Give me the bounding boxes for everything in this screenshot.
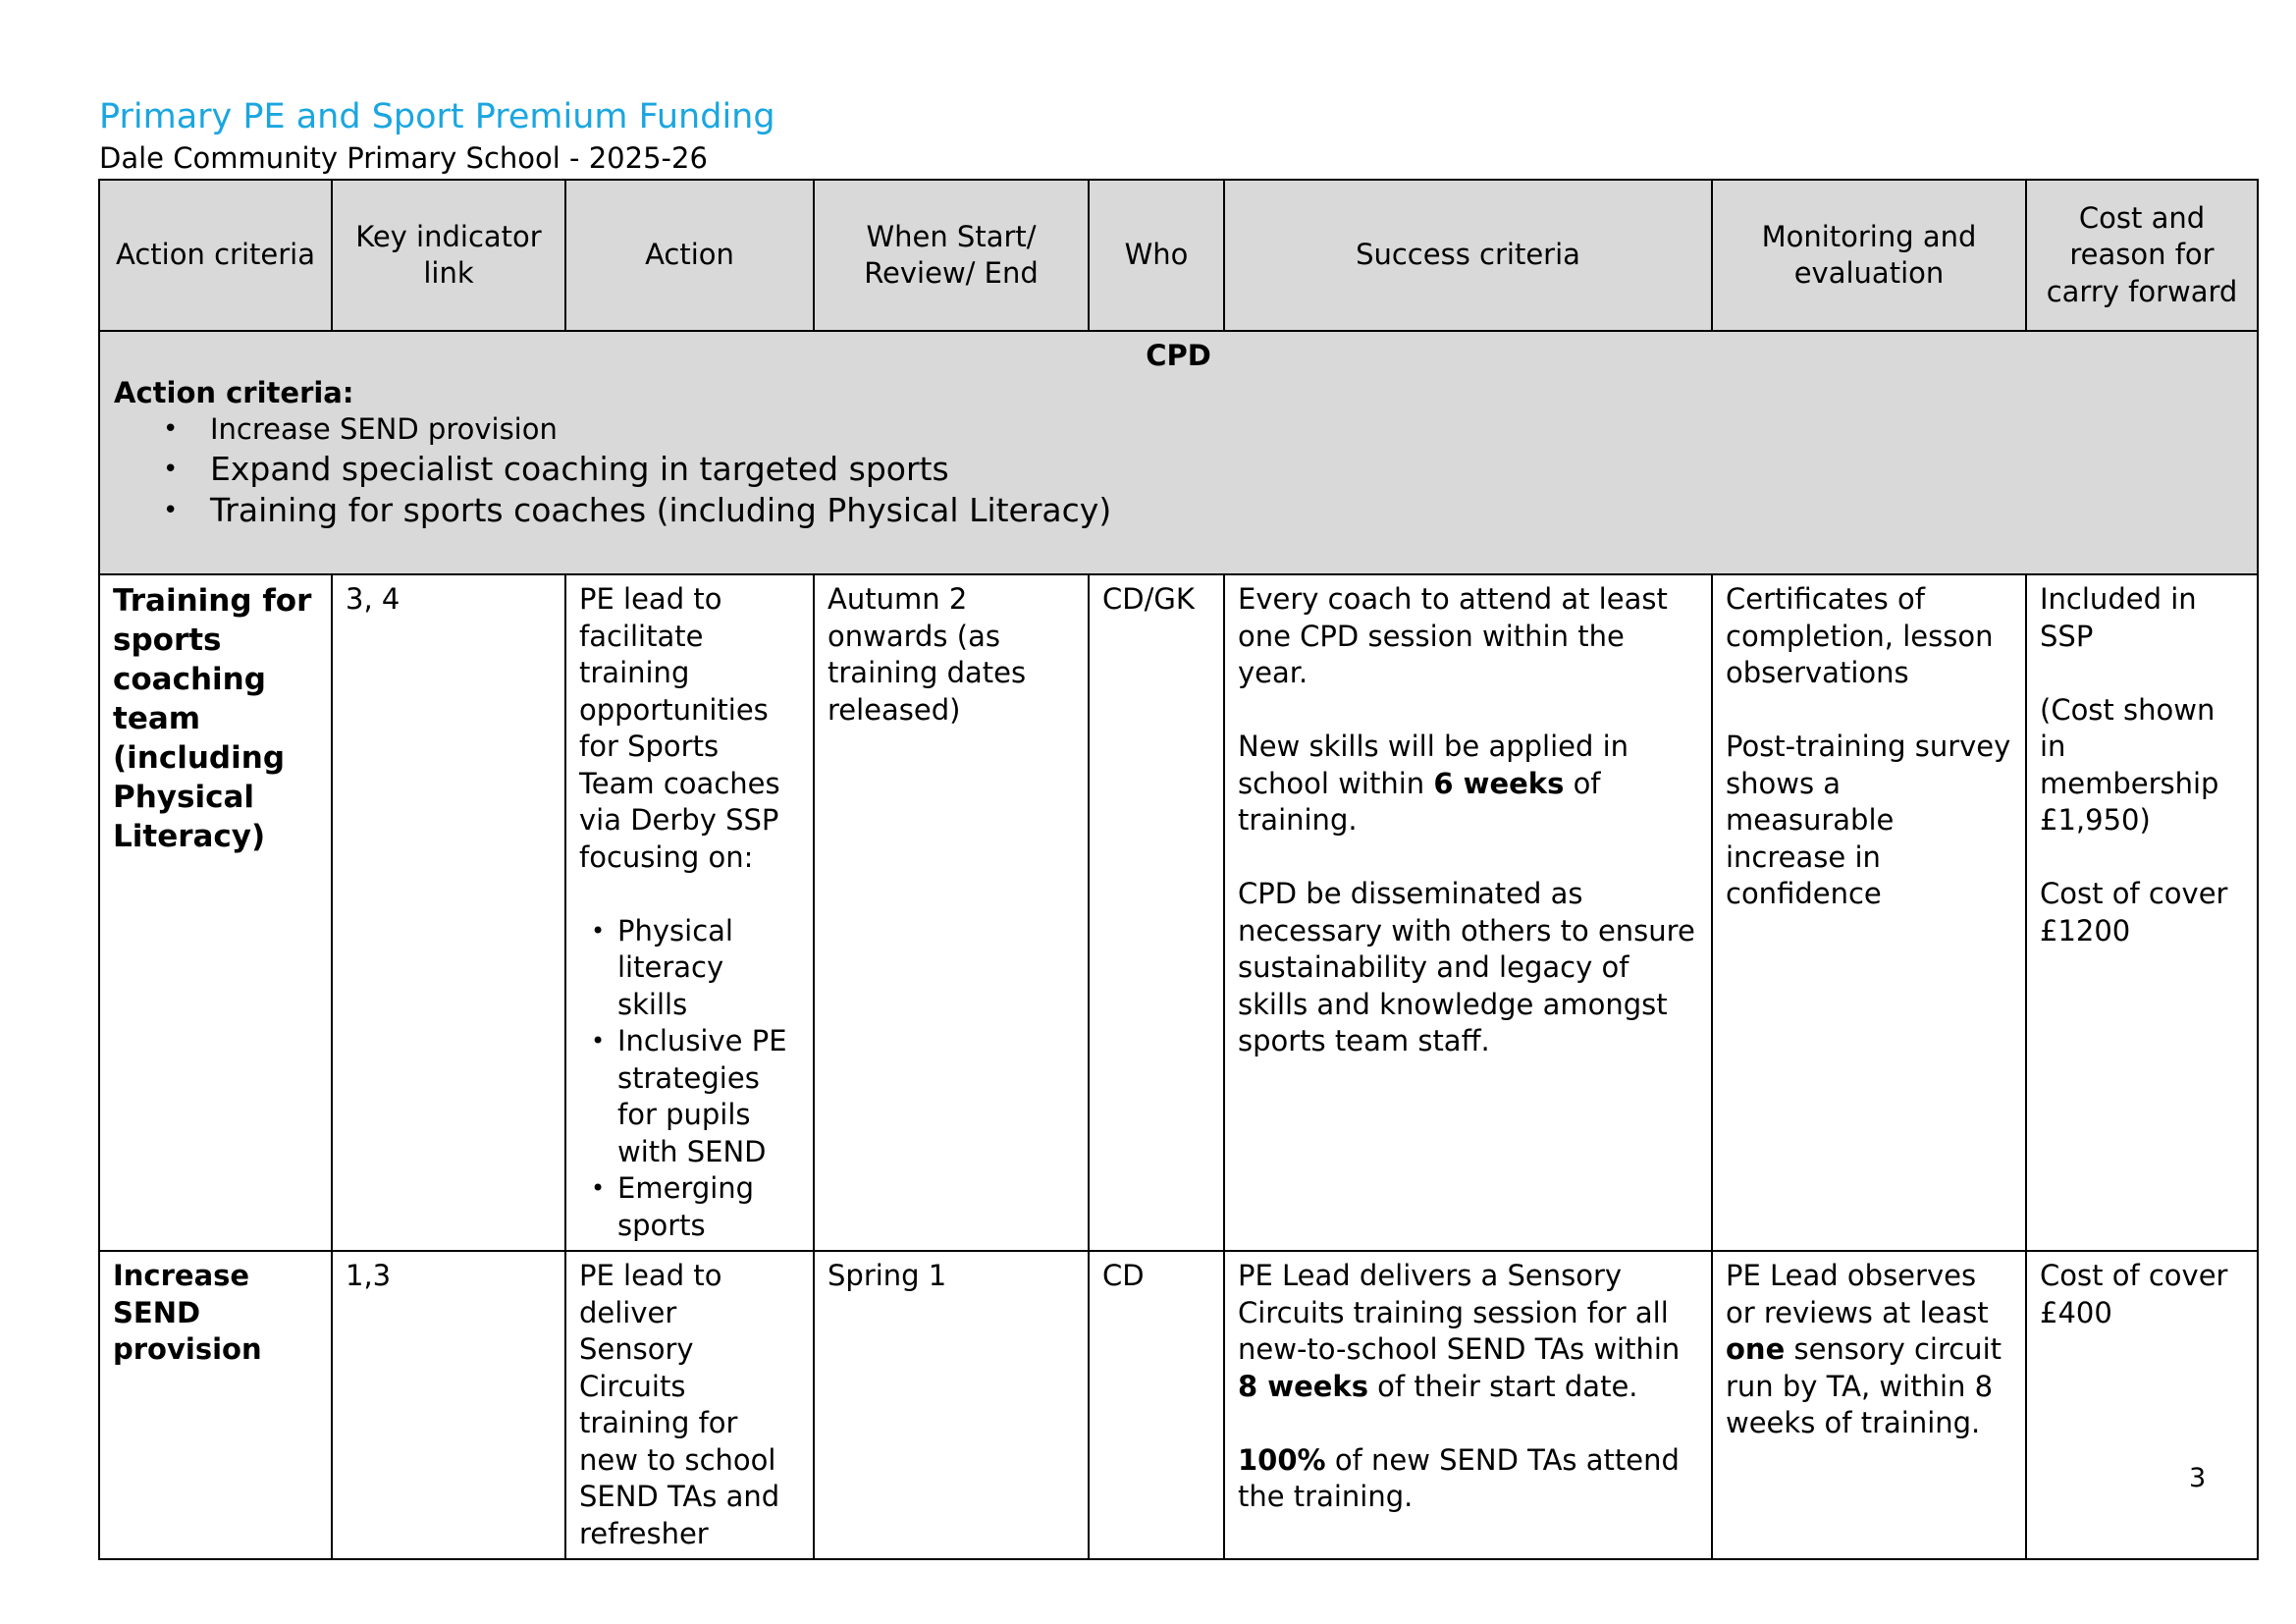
row-who: CD: [1089, 1251, 1224, 1559]
monitoring-text: [1726, 1258, 2012, 1442]
list-item: • Expand specialist coaching in targeted sports: [163, 449, 2243, 490]
row-when: Autumn 2 onwards (as training dates released): [814, 574, 1089, 1251]
row-who: CD/GK: [1089, 574, 1224, 1251]
success-emphasis: 8 weeks: [1238, 1369, 1368, 1403]
monitoring-text: Post-training survey shows a measurable increase in confidence: [1726, 730, 2011, 910]
section-row: [99, 331, 2258, 574]
col-header-key-indicator: Key indicator link: [332, 180, 565, 331]
list-item: • Increase SEND provision: [163, 411, 2243, 449]
list-item: • Inclusive PE strategies for pupils with SEND: [591, 1023, 800, 1170]
row-success: [1224, 1251, 1712, 1559]
row-action: [565, 574, 814, 1251]
row-indicator: 1,3: [332, 1251, 565, 1559]
row-indicator: 3, 4: [332, 574, 565, 1251]
row-when: Spring 1: [814, 1251, 1089, 1559]
document-subtitle: Dale Community Primary School - 2025-26: [99, 141, 708, 175]
success-part: of their start date.: [1377, 1369, 1638, 1403]
list-item: • Emerging sports: [591, 1170, 800, 1244]
col-header-cost: Cost and reason for carry forward: [2026, 180, 2258, 331]
success-text: Every coach to attend at least one CPD session within the year.: [1238, 582, 1668, 689]
list-item: • Physical literacy skills: [591, 913, 800, 1024]
page-number: 3: [2189, 1463, 2207, 1493]
row-monitoring: [1712, 574, 2026, 1251]
funding-plan-table: [98, 179, 2259, 1560]
col-header-action: Action: [565, 180, 814, 331]
cost-text: Cost of cover £1200: [2040, 877, 2228, 947]
col-header-action-criteria: Action criteria: [99, 180, 332, 331]
cost-text: Included in SSP: [2040, 582, 2197, 653]
action-focus-list: [579, 913, 800, 1245]
action-criteria-label: Action criteria:: [114, 375, 354, 409]
table-row: [99, 574, 2258, 1251]
col-header-monitoring: Monitoring and evaluation: [1712, 180, 2026, 331]
monitoring-part: sensory circuit run by TA, within 8 weeks of training.: [1726, 1332, 2002, 1439]
row-criteria: Training for sports coaching team (including Physical Literacy): [99, 574, 332, 1251]
list-item: • Training for sports coaches (including Physical Literacy): [163, 490, 2243, 531]
cost-text: (Cost shown in membership £1,950): [2040, 692, 2219, 837]
monitoring-emphasis: one: [1726, 1332, 1786, 1366]
success-text: CPD be disseminated as necessary with others to ensure sustainability and legacy of skills and knowledge amongst sports team staff.: [1238, 877, 1695, 1057]
col-header-success-criteria: Success criteria: [1224, 180, 1712, 331]
success-text: [1238, 729, 1698, 839]
section-cell: [99, 331, 2258, 574]
success-emphasis: 6 weeks: [1433, 766, 1565, 800]
success-part: of training.: [1238, 766, 1601, 837]
success-text: [1238, 1258, 1698, 1405]
success-emphasis: 100%: [1238, 1442, 1326, 1477]
action-intro: PE lead to facilitate training opportunities for Sports Team coaches via Derby SSP focusing on:: [579, 582, 780, 874]
row-criteria: Increase SEND provision: [99, 1251, 332, 1559]
section-heading: CPD: [1146, 339, 1211, 372]
success-part: New skills will be applied in school within: [1238, 730, 1629, 800]
row-success: [1224, 574, 1712, 1251]
header-row: [99, 180, 2258, 331]
success-part: PE Lead delivers a Sensory Circuits training session for all new-to-school SEND TAs within: [1238, 1259, 1681, 1366]
monitoring-text: Certificates of completion, lesson observations: [1726, 582, 1994, 689]
success-text: [1238, 1442, 1698, 1516]
document-title: Primary PE and Sport Premium Funding: [99, 97, 775, 136]
row-cost: [2026, 574, 2258, 1251]
monitoring-part: PE Lead observes or reviews at least: [1726, 1259, 1989, 1329]
col-header-when: When Start/ Review/ End: [814, 180, 1089, 331]
row-monitoring: [1712, 1251, 2026, 1559]
col-header-who: Who: [1089, 180, 1224, 331]
action-criteria-list: [114, 411, 2243, 531]
success-part: of new SEND TAs attend the training.: [1238, 1442, 1680, 1513]
table-row: [99, 1251, 2258, 1559]
row-cost: Cost of cover £400: [2026, 1251, 2258, 1559]
row-action: PE lead to deliver Sensory Circuits training for new to school SEND TAs and refresher: [565, 1251, 814, 1559]
